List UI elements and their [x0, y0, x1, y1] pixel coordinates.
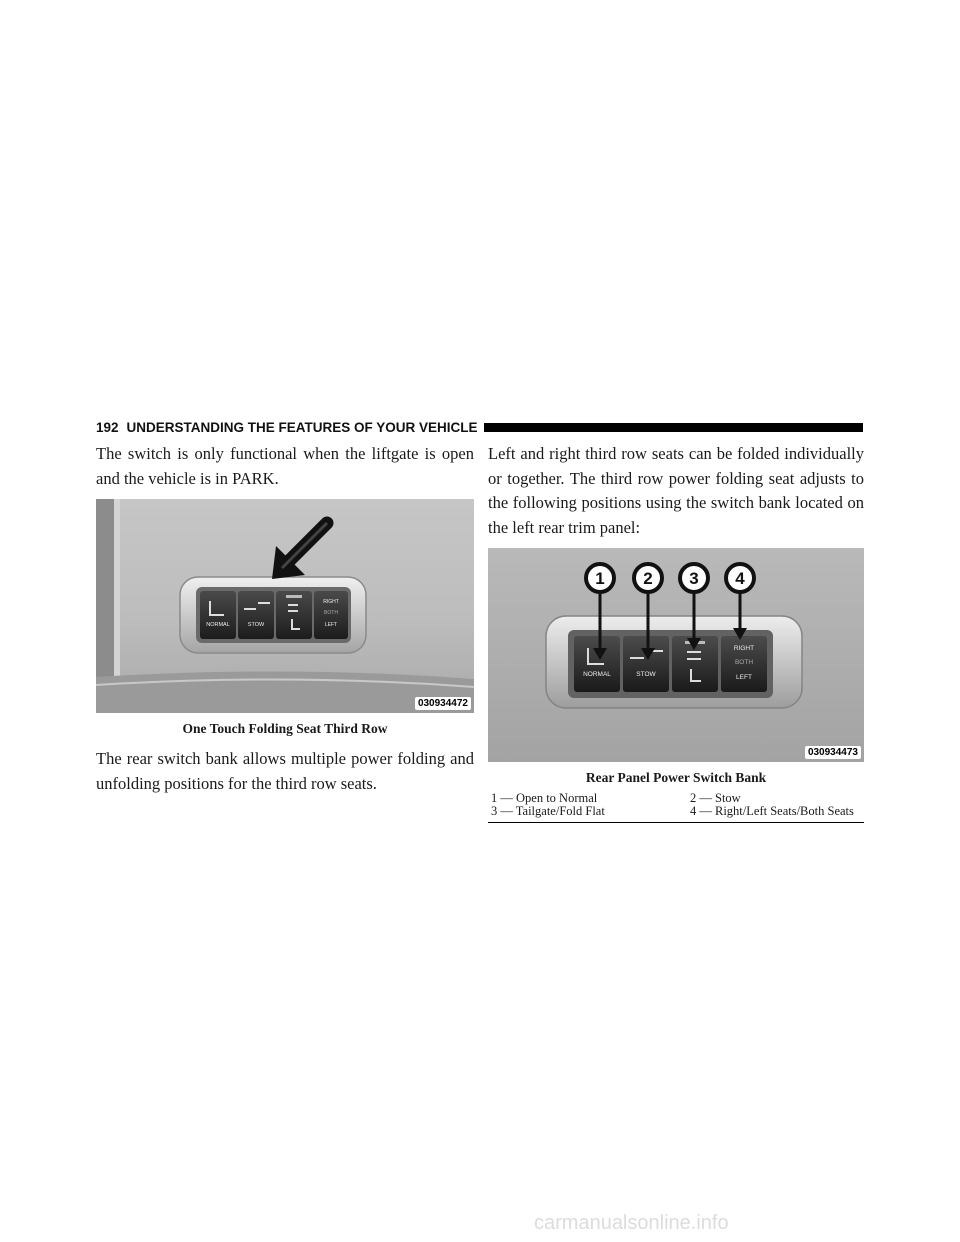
left-column	[96, 442, 474, 796]
switch-photo-1	[96, 499, 474, 713]
figure-caption: One Touch Folding Seat Third Row	[182, 721, 388, 736]
callout-number: 3	[689, 569, 699, 588]
watermark: carmanualsonline.info	[534, 1212, 729, 1234]
label-normal: NORMAL	[583, 671, 611, 678]
figure-one-touch-folding	[96, 499, 474, 713]
intro-paragraph: The switch is only functional when the liftgate is open and the vehicle is in PARK.	[96, 444, 474, 488]
switch-normal	[574, 636, 620, 692]
switch-fold-flat	[276, 591, 312, 639]
figure-caption: Rear Panel Power Switch Bank	[585, 770, 767, 785]
legend-item-2: 2 — Stow	[690, 791, 741, 805]
label-stow: STOW	[636, 671, 656, 678]
label-right: RIGHT	[733, 645, 755, 652]
figure-rear-panel-switch-bank	[488, 548, 864, 762]
switch-bank-paragraph: The rear switch bank allows multiple power folding and unfolding positions for the third row seats.	[96, 749, 474, 793]
figure-code: 030934472	[415, 697, 471, 710]
switch-normal	[200, 591, 236, 639]
legend-item-3: 3 — Tailgate/Fold Flat	[491, 804, 605, 818]
label-right: RIGHT	[323, 599, 339, 605]
switch-right-left	[721, 636, 767, 692]
header-rule	[484, 423, 863, 432]
page-number: 192	[96, 419, 119, 435]
figure-code: 030934473	[805, 746, 861, 759]
label-left: LEFT	[324, 622, 338, 628]
figure-legend	[488, 792, 864, 823]
callout-number: 2	[643, 569, 653, 588]
label-both: BOTH	[734, 659, 754, 666]
seat-folding-paragraph: Left and right third row seats can be folded individually or together. The third row power folding seat adjusts to the following positions using the switch bank located on the left rear trim panel:	[488, 444, 864, 537]
legend-item-1: 1 — Open to Normal	[491, 791, 598, 805]
switch-stow	[238, 591, 274, 639]
legend-item-4: 4 — Right/Left Seats/Both Seats	[690, 804, 854, 818]
switch-stow	[623, 636, 669, 692]
callout-number: 1	[595, 569, 605, 588]
right-column	[488, 442, 864, 823]
label-left: LEFT	[736, 674, 752, 681]
page-header	[96, 418, 863, 436]
switch-right-left	[314, 591, 348, 639]
callout-number: 4	[735, 569, 745, 588]
switch-photo-2	[488, 548, 864, 762]
label-stow: STOW	[247, 622, 265, 628]
section-title: UNDERSTANDING THE FEATURES OF YOUR VEHICLE	[126, 419, 478, 435]
label-both: BOTH	[324, 610, 338, 616]
label-normal: NORMAL	[206, 622, 230, 628]
